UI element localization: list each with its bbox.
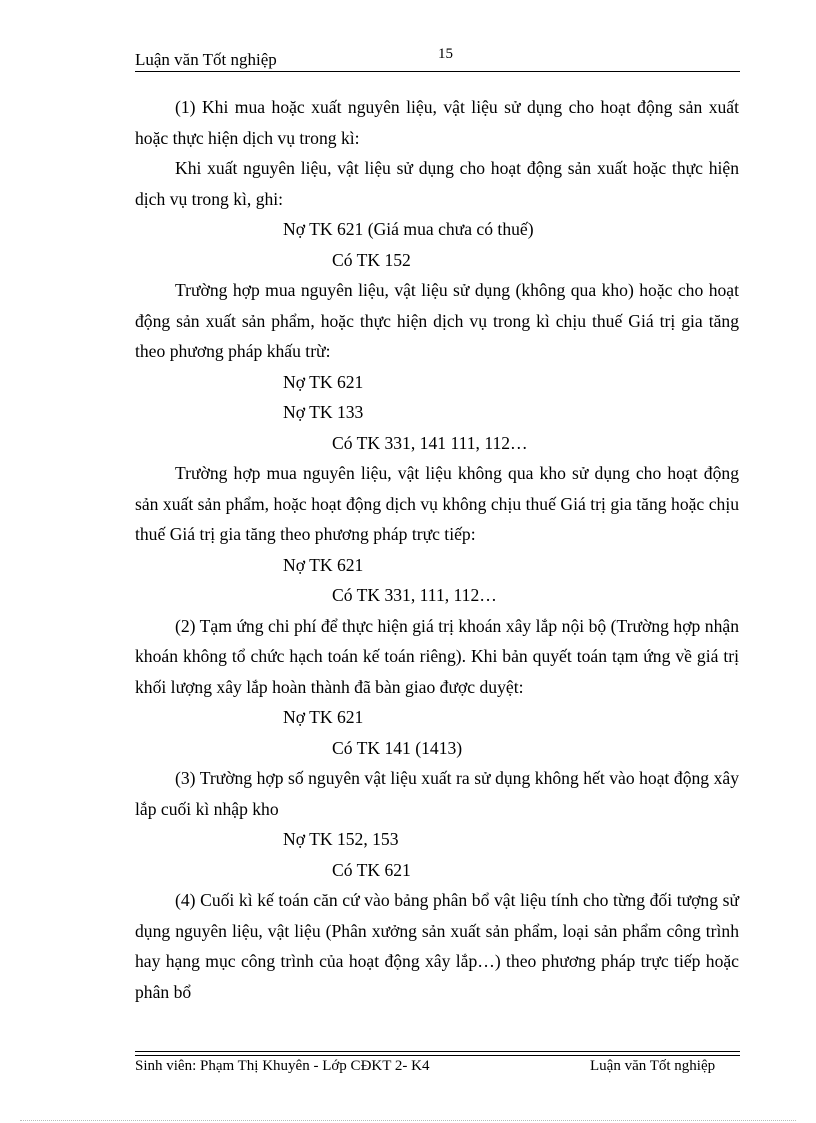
journal-entry-credit: Có TK 331, 111, 112… [332,585,497,605]
journal-entry-credit: Có TK 331, 141 111, 112… [332,432,528,453]
journal-entry-credit: Có TK 141 (1413) [332,737,463,758]
journal-entry-debit: Nợ TK 621 [283,554,364,575]
footer-title: Luận văn Tốt nghiệp [590,1058,716,1074]
document-body [135,92,739,1007]
page-number: 15 [438,46,453,62]
paragraph: Trường hợp mua nguyên liệu, vật liệu sử dụng (không qua kho) hoặc cho hoạt động sản xuất sản phẩm, hoặc thực hiện dịch vụ trong kì chịu thuế Giá trị gia tăng theo phương pháp khấu trừ: [135,280,739,361]
header-divider [135,71,740,72]
header-title: Luận văn Tốt nghiệp [135,50,277,69]
paragraph: (2) Tạm ứng chi phí để thực hiện giá trị khoán xây lắp nội bộ (Trường hợp nhận khoán không tổ chức hạch toán kế toán riêng). Khi bản quyết toán tạm ứng về giá trị khối lượng xây lắp hoàn thành đã bàn giao được duyệt: [135,615,739,697]
journal-entry-debit: Nợ TK 152, 153 [283,829,399,849]
journal-entry-credit: Có TK 152 [332,249,411,270]
footer-divider [135,1051,740,1052]
paragraph: (4) Cuối kì kế toán căn cứ vào bảng phân bổ vật liệu tính cho từng đối tượng sử dụng nguyên liệu, vật liệu (Phân xưởng sản xuất sản phẩm, loại sản phẩm công trình hay hạng mục công trình của hoạt động xây lắp…) theo phương pháp trực tiếp hoặc phân bổ [135,890,739,1002]
journal-entry-debit: Nợ TK 133 [283,402,364,422]
page-header [135,46,740,72]
footer-divider [135,1055,740,1056]
paragraph: (1) Khi mua hoặc xuất nguyên liệu, vật liệu sử dụng cho hoạt động sản xuất hoặc thực hiện dịch vụ trong kì: [135,97,739,148]
paragraph: Khi xuất nguyên liệu, vật liệu sử dụng cho hoạt động sản xuất hoặc thực hiện dịch vụ trong kì, ghi: [135,158,739,209]
page-bottom-edge [20,1120,796,1121]
journal-entry-debit: Nợ TK 621 (Giá mua chưa có thuế) [283,219,534,239]
paragraph: (3) Trường hợp số nguyên vật liệu xuất ra sử dụng không hết vào hoạt động xây lắp cuối kì nhập kho [135,768,739,819]
journal-entry-credit: Có TK 621 [332,859,411,880]
journal-entry-debit: Nợ TK 621 [283,371,364,392]
paragraph: Trường hợp mua nguyên liệu, vật liệu không qua kho sử dụng cho hoạt động sản xuất sản phẩm, hoặc hoạt động dịch vụ không chịu thuế Giá trị gia tăng hoặc chịu thuế Giá trị gia tăng theo phương pháp trực tiếp: [135,463,739,544]
journal-entry-debit: Nợ TK 621 [283,707,364,727]
footer-student-info: Sinh viên: Phạm Thị Khuyên - Lớp CĐKT 2- K4 [135,1058,430,1074]
